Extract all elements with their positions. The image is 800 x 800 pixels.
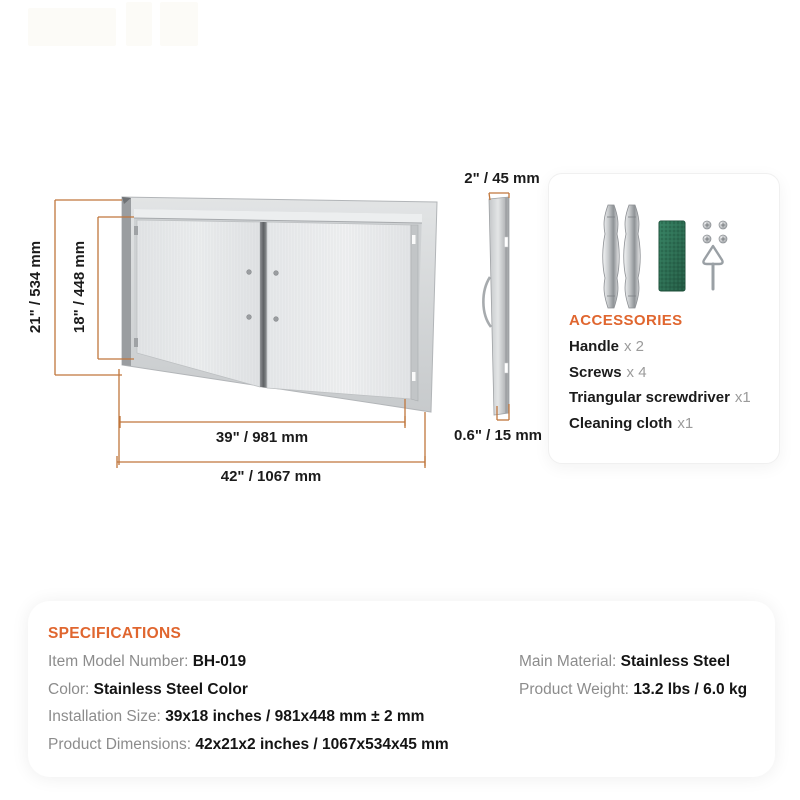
spec-label: Product Dimensions: [48, 735, 192, 753]
spec-value: 39x18 inches / 981x448 mm ± 2 mm [165, 708, 425, 726]
accessory-item [569, 365, 771, 381]
door-screw-hole [274, 271, 279, 276]
dim-height-outer-label: 21" / 534 mm [27, 240, 44, 334]
spec-value: 42x21x2 inches / 1067x534x45 mm [195, 735, 449, 753]
accessory-item [569, 390, 771, 406]
dim-height-inner-label: 18" / 448 mm [71, 240, 88, 334]
accessory-item [569, 416, 771, 432]
door-hinge [134, 226, 138, 235]
door-hinge [134, 338, 138, 347]
accessory-name: Handle [569, 338, 620, 355]
door-frame-left-edge [122, 197, 131, 366]
spec-value: 13.2 lbs / 6.0 kg [633, 680, 748, 698]
watermark-shape [126, 2, 152, 46]
door-dimension-diagram [10, 150, 570, 510]
door-screw-hole [247, 270, 252, 275]
watermark-shape [160, 2, 198, 46]
spec-row [48, 703, 449, 731]
spec-label: Color: [48, 680, 90, 698]
dim-side-top-label: 2" / 45 mm [464, 170, 540, 187]
door-right-panel-texture [267, 222, 411, 399]
screws-icon [703, 221, 727, 243]
accessory-item [569, 339, 771, 355]
accessory-name: Screws [569, 363, 622, 381]
spec-value: Stainless Steel [620, 653, 731, 670]
spec-label: Installation Size: [48, 708, 161, 726]
accessories-illustration [549, 186, 779, 321]
specifications-right-column [519, 648, 747, 703]
spec-row [48, 676, 449, 704]
door-trim-slot [412, 372, 416, 381]
spec-label: Product Weight: [519, 680, 629, 698]
door-trim-slot [412, 235, 416, 244]
cleaning-cloth-icon [659, 221, 685, 291]
spec-label: Main Material: [519, 653, 617, 670]
watermark-shape [28, 8, 116, 46]
spec-row [48, 731, 449, 759]
accessory-qty: x1 [734, 389, 751, 406]
spec-row [519, 648, 747, 676]
dim-width-inner-label: 39" / 981 mm [215, 429, 309, 446]
side-slot [505, 237, 509, 247]
door-screw-hole [274, 317, 279, 322]
door-center-divider [260, 222, 267, 388]
accessory-qty: x 2 [624, 338, 645, 355]
accessory-name: Cleaning cloth [569, 414, 673, 432]
specifications-left-column [48, 648, 449, 758]
specifications-title: SPECIFICATIONS [48, 625, 182, 642]
spec-row [519, 676, 747, 704]
accessories-card [548, 173, 780, 464]
door-front-view [122, 197, 437, 412]
dim-side-bottom-label: 0.6" / 15 mm [454, 427, 542, 444]
door-screw-hole [247, 315, 252, 320]
accessory-name: Triangular screwdriver [569, 389, 730, 406]
dim-width-outer-label: 42" / 1067 mm [220, 468, 322, 485]
spec-label: Item Model Number: [48, 653, 189, 670]
side-slot [505, 363, 509, 373]
spec-value: BH-019 [192, 653, 247, 670]
spec-row [48, 648, 449, 676]
handle-icon [624, 205, 641, 308]
watermark-logo [28, 2, 198, 48]
accessory-qty: x 4 [626, 363, 647, 381]
accessory-qty: x1 [677, 414, 694, 432]
specifications-card [28, 601, 775, 777]
triangular-screwdriver-icon [703, 246, 722, 289]
handle-icon [603, 205, 620, 308]
accessories-title: ACCESSORIES [569, 312, 683, 329]
spec-value: Stainless Steel Color [93, 680, 248, 698]
side-handle-arc [483, 277, 491, 327]
accessories-text [569, 312, 771, 441]
door-side-view [483, 197, 509, 415]
